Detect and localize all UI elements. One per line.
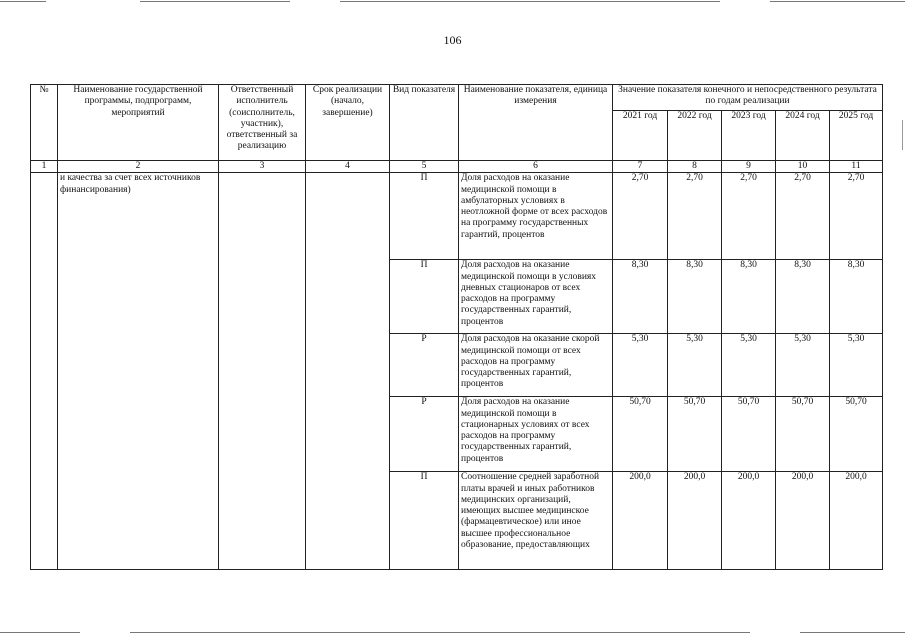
indicator-kind: Р	[390, 397, 459, 472]
column-number: 11	[830, 161, 883, 173]
value-2024: 8,30	[776, 260, 830, 334]
indicator-name: Доля расходов на оказание медицинской помощи в амбулаторных условиях в неотложной форме от всех расходов на программу государственных гарантий, процентов	[459, 173, 613, 260]
value-2022: 5,30	[668, 334, 722, 397]
value-2024: 200,0	[776, 472, 830, 570]
value-2023: 5,30	[722, 334, 776, 397]
indicator-name: Доля расходов на оказание медицинской помощи в условиях дневных стационаров от всех расходов на программу государственных гарантий, процентов	[459, 260, 613, 334]
scan-edge-top-right	[770, 1, 905, 2]
column-number: 3	[219, 161, 306, 173]
value-2022: 8,30	[668, 260, 722, 334]
value-2021: 8,30	[613, 260, 668, 334]
value-2023: 8,30	[722, 260, 776, 334]
row-number-cell	[31, 173, 58, 570]
scan-edge-right-mark	[902, 120, 903, 150]
indicator-kind: П	[390, 472, 459, 570]
header-no: №	[31, 85, 58, 161]
value-2021: 5,30	[613, 334, 668, 397]
header-executor: Ответственный исполнитель (соисполнитель, участник), ответственный за реализацию	[219, 85, 306, 161]
header-year-2024: 2024 год	[776, 111, 830, 161]
scan-edge-bottom-right	[800, 632, 905, 633]
column-number: 1	[31, 161, 58, 173]
header-period: Срок реализации (начало, завершение)	[306, 85, 390, 161]
column-number: 6	[459, 161, 613, 173]
value-2025: 5,30	[830, 334, 883, 397]
column-numbers-row	[31, 161, 883, 173]
indicator-kind: П	[390, 173, 459, 260]
value-2025: 8,30	[830, 260, 883, 334]
table-row	[31, 173, 883, 260]
value-2024: 2,70	[776, 173, 830, 260]
header-indicator: Наименование показателя, единица измерения	[459, 85, 613, 161]
column-number: 2	[58, 161, 219, 173]
scan-edge-top-mid2	[340, 1, 720, 2]
header-year-2021: 2021 год	[613, 111, 668, 161]
scan-edge-top-mid	[140, 1, 290, 2]
value-2023: 50,70	[722, 397, 776, 472]
value-2023: 200,0	[722, 472, 776, 570]
indicator-name: Доля расходов на оказание медицинской помощи в стационарных условиях от всех расходов на программу государственных гарантий, процентов	[459, 397, 613, 472]
scan-edge-bottom-mid	[130, 632, 750, 633]
value-2024: 50,70	[776, 397, 830, 472]
header-year-2022: 2022 год	[668, 111, 722, 161]
header-kind: Вид показателя	[390, 85, 459, 161]
column-number: 10	[776, 161, 830, 173]
indicator-kind: Р	[390, 334, 459, 397]
program-text: и качества за счет всех источников финансирования)	[58, 173, 219, 570]
header-year-2023: 2023 год	[722, 111, 776, 161]
column-number: 5	[390, 161, 459, 173]
header-year-2025: 2025 год	[830, 111, 883, 161]
column-number: 4	[306, 161, 390, 173]
value-2025: 2,70	[830, 173, 883, 260]
executor-cell	[219, 173, 306, 570]
value-2024: 5,30	[776, 334, 830, 397]
scan-edge-top-left	[0, 1, 46, 2]
indicators-table	[30, 84, 883, 570]
column-number: 7	[613, 161, 668, 173]
value-2022: 200,0	[668, 472, 722, 570]
value-2021: 200,0	[613, 472, 668, 570]
value-2025: 200,0	[830, 472, 883, 570]
value-2025: 50,70	[830, 397, 883, 472]
header-values-group: Значение показателя конечного и непосредственного результата по годам реализации	[613, 85, 883, 111]
indicator-name: Доля расходов на оказание скорой медицинской помощи от всех расходов на программу государственных гарантий, процентов	[459, 334, 613, 397]
page-number: 106	[443, 33, 462, 47]
value-2021: 2,70	[613, 173, 668, 260]
period-cell	[306, 173, 390, 570]
column-number: 8	[668, 161, 722, 173]
value-2022: 2,70	[668, 173, 722, 260]
value-2021: 50,70	[613, 397, 668, 472]
indicator-name: Соотношение средней заработной платы врачей и иных работников медицинских организаций, имеющих высшее медицинское (фармацевтическое) или иное высшее профессиональное образование, предоставляющих	[459, 472, 613, 570]
indicator-kind: П	[390, 260, 459, 334]
value-2022: 50,70	[668, 397, 722, 472]
column-number: 9	[722, 161, 776, 173]
value-2023: 2,70	[722, 173, 776, 260]
header-program: Наименование государственной программы, подпрограмм, мероприятий	[58, 85, 219, 161]
scan-edge-bottom-left	[0, 632, 80, 633]
